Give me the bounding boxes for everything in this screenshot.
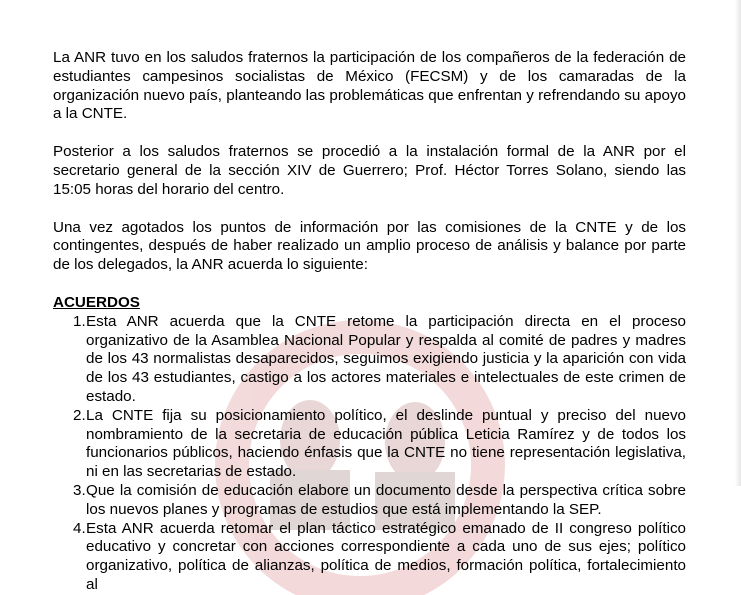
- acuerdo-item: [53, 313, 686, 407]
- page-edge-shadow: [735, 0, 741, 486]
- acuerdo-number: 1.: [73, 312, 86, 330]
- document-body: [53, 49, 686, 595]
- acuerdo-item: [53, 520, 686, 595]
- paragraph-instalacion: Posterior a los saludos fraternos se procedió a la instalación formal de la ANR por el secretario general de la sección XIV de Guerrero; Prof. Héctor Torres Solano, siendo las 15:05 horas del horario del centro.: [53, 143, 686, 198]
- paragraph-saludos: La ANR tuvo en los saludos fraternos la participación de los compañeros de la federación de estudiantes campesinos socialistas de México (FECSM) y de los camaradas de la organización nuevo país, planteando las problemáticas que enfrentan y refrendando su apoyo a la CNTE.: [53, 49, 686, 123]
- acuerdo-item: [53, 482, 686, 520]
- acuerdos-list: [53, 313, 686, 595]
- acuerdo-number: 2.: [73, 406, 86, 424]
- paragraph-balance: Una vez agotados los puntos de información por las comisiones de la CNTE y de los contingentes, después de haber realizado un amplio proceso de análisis y balance por parte de los delegados, la ANR acuerda lo siguiente:: [53, 218, 686, 274]
- acuerdos-heading: ACUERDOS: [53, 293, 140, 311]
- acuerdo-text: La CNTE fija su posicionamiento político, el deslinde puntual y preciso del nuevo nombramiento de la secretaria de educación pública Leticia Ramírez y de todos los funcionarios públicos, haciendo énfasis que la CNTE no tiene representación legislativa, ni en las secretarias de estado.: [86, 406, 686, 481]
- acuerdo-number: 3.: [73, 481, 86, 499]
- acuerdo-text: Que la comisión de educación elabore un documento desde la perspectiva crítica sobre los nuevos planes y programas de estudios que está implementando la SEP.: [86, 481, 686, 518]
- acuerdo-number: 4.: [73, 519, 86, 537]
- acuerdo-item: [53, 407, 686, 482]
- acuerdo-text: Esta ANR acuerda que la CNTE retome la participación directa en el proceso organizativo de la Asamblea Nacional Popular y respalda al comité de padres y madres de los 43 normalistas desaparecidos, seguimos exigiendo justicia y la aparición con vida de los 43 estudiantes, castigo a los actores materiales e intelectuales de este crimen de estado.: [86, 312, 686, 405]
- acuerdo-text: Esta ANR acuerda retomar el plan táctico estratégico emanado de II congreso político educativo y concretar con acciones correspondiente a cada uno de sus ejes; político organizativo, política de alianzas, política de medios, formación política, fortalecimiento al: [86, 519, 686, 593]
